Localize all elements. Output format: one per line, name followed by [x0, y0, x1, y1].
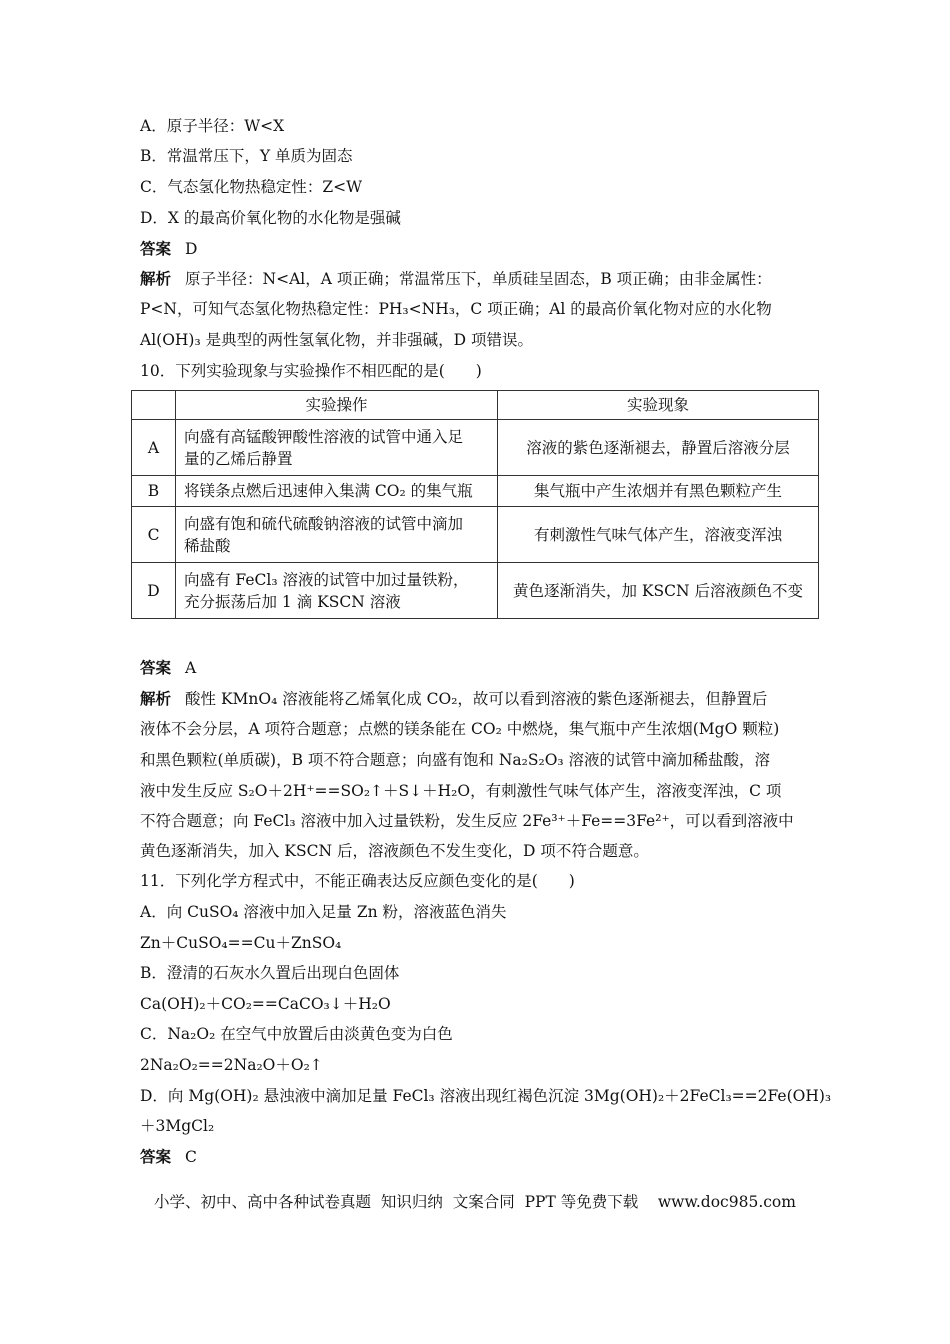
q11-line: Ca(OH)₂＋CO₂==CaCO₃↓＋H₂O	[140, 995, 391, 1013]
operation-cell	[176, 563, 498, 619]
answer-label: 答案	[140, 239, 172, 258]
q10-analysis-line-2: 液体不会分层，A 项符合题意；点燃的镁条能在 CO₂ 中燃烧，集气瓶中产生浓烟(MgO 颗粒)	[140, 720, 780, 738]
q10-analysis-line-3: 和黑色颗粒(单质碳)，B 项不符合题意；向盛有饱和 Na₂S₂O₃ 溶液的试管中滴加稀盐酸，溶	[140, 751, 771, 769]
q9-option-a: A．原子半径：W<X	[140, 117, 285, 135]
q11-answer	[140, 1146, 197, 1168]
table-row	[132, 507, 819, 563]
phenomenon-cell: 黄色逐渐消失，加 KSCN 后溶液颜色不变	[498, 563, 819, 619]
operation-line: 将镁条点燃后迅速伸入集满 CO₂ 的集气瓶	[184, 482, 473, 500]
row-label: B	[132, 476, 176, 507]
q11-line: Zn＋CuSO₄==Cu＋ZnSO₄	[140, 934, 342, 952]
q10-answer	[140, 657, 196, 679]
operation-line: 向盛有 FeCl₃ 溶液的试管中加过量铁粉，	[184, 570, 469, 589]
q10-analysis-line-5: 不符合题意；向 FeCl₃ 溶液中加入过量铁粉，发生反应 2Fe³⁺＋Fe==3Fe²⁺，可以看到溶液中	[140, 812, 794, 830]
operation-line: 量的乙烯后静置	[184, 449, 293, 468]
q10-analysis-line-6: 黄色逐渐消失，加入 KSCN 后，溶液颜色不发生变化，D 项不符合题意。	[140, 842, 649, 860]
q9-option-d: D．X 的最高价氧化物的水化物是强碱	[140, 209, 401, 227]
phenomenon-cell: 集气瓶中产生浓烟并有黑色颗粒产生	[498, 476, 819, 507]
table-header-cell	[132, 391, 176, 420]
analysis-label: 解析	[140, 689, 172, 708]
phenomenon-cell: 有刺激性气味气体产生，溶液变浑浊	[498, 507, 819, 563]
row-label: C	[132, 507, 176, 563]
experiment-table	[131, 390, 819, 619]
answer-label: 答案	[140, 658, 172, 677]
q9-analysis-line-2: P<N，可知气态氢化物热稳定性：PH₃<NH₃，C 项正确；Al 的最高价氧化物对应的水化物	[140, 300, 772, 318]
q11-line: C．Na₂O₂ 在空气中放置后由淡黄色变为白色	[140, 1025, 453, 1043]
analysis-text: 酸性 KMnO₄ 溶液能将乙烯氧化成 CO₂，故可以看到溶液的紫色逐渐褪去，但静置后	[185, 690, 768, 708]
answer-value: C	[185, 1148, 197, 1166]
table-header-row	[132, 391, 819, 420]
table-row	[132, 420, 819, 476]
answer-value: D	[185, 240, 198, 258]
table-row	[132, 563, 819, 619]
table-header-cell: 实验操作	[176, 391, 498, 420]
q11-line: 2Na₂O₂==2Na₂O＋O₂↑	[140, 1056, 323, 1074]
analysis-label: 解析	[140, 269, 172, 288]
q11-line: ＋3MgCl₂	[140, 1117, 215, 1135]
q11-line: D．向 Mg(OH)₂ 悬浊液中滴加足量 FeCl₃ 溶液出现红褐色沉淀 3Mg(OH)₂＋2FeCl₃==2Fe(OH)₃	[140, 1087, 832, 1105]
operation-line: 充分振荡后加 1 滴 KSCN 溶液	[184, 592, 401, 611]
q11-line: A．向 CuSO₄ 溶液中加入足量 Zn 粉，溶液蓝色消失	[140, 903, 507, 921]
q9-answer	[140, 238, 197, 260]
q10-analysis-line-4: 液中发生反应 S₂O＋2H⁺==SO₂↑＋S↓＋H₂O，有刺激性气味气体产生，溶液变浑浊，C 项	[140, 782, 782, 800]
row-label: A	[132, 420, 176, 476]
q11-line: B．澄清的石灰水久置后出现白色固体	[140, 964, 400, 982]
row-label: D	[132, 563, 176, 619]
q10-stem: 10．下列实验现象与实验操作不相匹配的是( )	[140, 362, 482, 380]
operation-line: 向盛有高锰酸钾酸性溶液的试管中通入足	[184, 427, 464, 446]
operation-line: 稀盐酸	[184, 536, 231, 555]
q9-analysis-line-3: Al(OH)₃ 是典型的两性氢氧化物，并非强碱，D 项错误。	[140, 331, 533, 349]
table-row	[132, 476, 819, 507]
phenomenon-cell: 溶液的紫色逐渐褪去，静置后溶液分层	[498, 420, 819, 476]
operation-line: 向盛有饱和硫代硫酸钠溶液的试管中滴加	[184, 514, 464, 533]
page-footer: 小学、初中、高中各种试卷真题 知识归纳 文案合同 PPT 等免费下载 www.doc985.com	[154, 1193, 796, 1211]
q9-option-b: B．常温常压下，Y 单质为固态	[140, 147, 353, 165]
operation-cell	[176, 507, 498, 563]
q9-analysis-line-1	[140, 268, 772, 290]
operation-cell	[176, 420, 498, 476]
answer-value: A	[185, 659, 197, 677]
analysis-text: 原子半径：N<Al，A 项正确；常温常压下，单质硅呈固态，B 项正确；由非金属性：	[185, 270, 772, 288]
q9-option-c: C．气态氢化物热稳定性：Z<W	[140, 178, 363, 196]
operation-cell	[176, 476, 498, 507]
answer-label: 答案	[140, 1147, 172, 1166]
q10-analysis-line-1	[140, 688, 767, 710]
q11-stem: 11．下列化学方程式中，不能正确表达反应颜色变化的是( )	[140, 872, 575, 890]
table-header-cell: 实验现象	[498, 391, 819, 420]
